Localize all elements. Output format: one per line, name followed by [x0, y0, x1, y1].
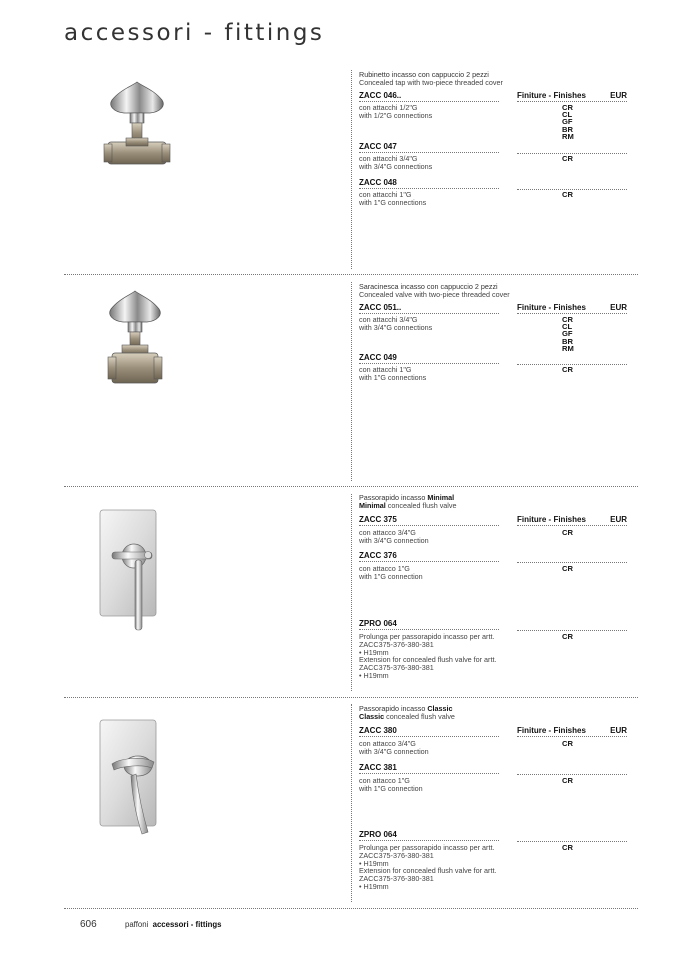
product-desc — [359, 633, 504, 680]
product-info-section-1 — [359, 71, 634, 271]
footer-caption — [125, 920, 222, 929]
product-code: ZACC 048 — [359, 179, 499, 189]
product-title-en — [359, 502, 634, 510]
desc-en: Extension for concealed flush valve for artt. ZACC375-376-380-381 — [359, 866, 497, 884]
desc-en: with 1"G connection — [359, 784, 423, 794]
desc-it: con attacchi 1"G — [359, 365, 412, 374]
page-title: accessori - fittings — [64, 20, 325, 46]
desc-it: Prolunga per passorapido incasso per artt. ZACC375-376-380-381 — [359, 843, 495, 860]
finishes-header — [517, 304, 627, 314]
finishes-list — [562, 633, 573, 640]
finishes-header — [517, 727, 627, 737]
desc-en: with 1"G connections — [359, 373, 427, 383]
concealed-valve-icon — [100, 289, 170, 394]
finishes-header — [517, 516, 627, 526]
desc-it: Prolunga per passorapido incasso per artt. ZACC375-376-380-381 — [359, 632, 495, 649]
currency-header: EUR — [610, 91, 627, 100]
title-en-series: Minimal — [359, 501, 386, 511]
desc-en: with 1"G connections — [359, 198, 427, 208]
desc-it: con attacchi 3/4"G — [359, 315, 418, 324]
title-en-series: Classic — [359, 712, 385, 722]
concealed-tap-icon — [100, 80, 175, 180]
finishes-divider — [517, 562, 627, 563]
desc-it: con attacchi 1/2"G — [359, 103, 418, 112]
product-title-it: Rubinetto incasso con cappuccio 2 pezzi — [359, 70, 489, 79]
finish-code: CR — [562, 632, 573, 641]
currency-header: EUR — [610, 303, 627, 312]
product-desc — [359, 740, 504, 757]
finishes-list — [562, 366, 573, 373]
finish-code: CR — [562, 564, 573, 573]
finishes-divider — [517, 841, 627, 842]
finish-code: CR — [562, 154, 573, 163]
section-divider — [64, 274, 638, 275]
desc-it: con attacchi 1"G — [359, 190, 412, 199]
finish-code: GF — [562, 329, 573, 339]
desc-en-bullet: • H19mm — [359, 881, 389, 891]
product-title-it: Saracinesca incasso con cappuccio 2 pezzi — [359, 282, 498, 291]
title-it-series: Classic — [427, 704, 453, 713]
column-divider — [351, 282, 352, 481]
desc-en: with 3/4"G connections — [359, 162, 433, 172]
finish-code: RM — [562, 343, 574, 353]
desc-en: with 3/4"G connection — [359, 536, 429, 546]
desc-en: with 3/4"G connection — [359, 747, 429, 757]
page-number: 606 — [80, 919, 97, 930]
desc-en-bullet: • H19mm — [359, 670, 389, 680]
desc-en: with 3/4"G connections — [359, 323, 433, 333]
product-desc — [359, 565, 504, 582]
finish-code: CR — [562, 776, 573, 785]
currency-header: EUR — [610, 726, 627, 735]
desc-it: con attacco 3/4"G — [359, 528, 416, 537]
section-divider — [64, 697, 638, 698]
product-code: ZACC 051.. — [359, 304, 499, 314]
product-code: ZACC 375 — [359, 516, 499, 526]
finish-code: CR — [562, 103, 573, 112]
title-it-series: Minimal — [427, 493, 455, 502]
section-divider — [64, 486, 638, 487]
desc-it: con attacchi 3/4"G — [359, 154, 418, 163]
product-title-en: Concealed valve with two-piece threaded cover — [359, 290, 510, 300]
desc-it-bullet: • H19mm — [359, 647, 389, 657]
finish-code: CR — [562, 190, 573, 199]
finishes-list — [562, 191, 573, 198]
finish-code: CR — [562, 528, 573, 537]
product-title-en — [359, 713, 634, 721]
footer-section: accessori - fittings — [152, 920, 222, 929]
desc-it: con attacco 1"G — [359, 564, 410, 573]
product-desc — [359, 777, 504, 794]
product-code: ZACC 376 — [359, 552, 499, 562]
product-desc — [359, 104, 504, 121]
product-code: ZACC 380 — [359, 727, 499, 737]
product-code: ZACC 047 — [359, 143, 499, 153]
footer-brand: paffoni — [125, 920, 149, 929]
product-info-section-3 — [359, 494, 634, 694]
finishes-header-label: Finiture - Finishes — [517, 91, 586, 100]
desc-it: con attacco 3/4"G — [359, 739, 416, 748]
product-desc — [359, 155, 504, 172]
finishes-list — [562, 104, 574, 140]
finish-code: CL — [562, 322, 573, 332]
finishes-list — [562, 316, 574, 352]
product-desc — [359, 844, 504, 891]
minimal-flush-valve-icon — [98, 508, 160, 638]
title-en-suffix: concealed flush valve — [384, 712, 455, 722]
finish-code: BR — [562, 336, 573, 346]
product-title-en: Concealed tap with two-piece threaded cover — [359, 78, 503, 88]
section-divider — [64, 908, 638, 909]
desc-it: con attacco 1"G — [359, 776, 410, 785]
column-divider — [351, 494, 352, 691]
currency-header: EUR — [610, 515, 627, 524]
finishes-divider — [517, 630, 627, 631]
title-en-suffix: concealed flush valve — [385, 501, 457, 511]
column-divider — [351, 704, 352, 902]
finish-code: RM — [562, 131, 574, 141]
desc-en: with 1"G connection — [359, 572, 423, 582]
finish-code: BR — [562, 124, 573, 134]
desc-en: Extension for concealed flush valve for artt. ZACC375-376-380-381 — [359, 655, 497, 673]
product-info-section-2 — [359, 283, 634, 483]
finish-code: CL — [562, 110, 573, 120]
title-it-prefix: Passorapido incasso — [359, 493, 428, 502]
finishes-list — [562, 844, 573, 851]
product-desc — [359, 529, 504, 546]
product-code: ZACC 046.. — [359, 92, 499, 102]
product-desc — [359, 366, 504, 383]
finishes-list — [562, 529, 573, 536]
finish-code: CR — [562, 739, 573, 748]
product-code: ZPRO 064 — [359, 620, 499, 630]
finishes-header-label: Finiture - Finishes — [517, 515, 586, 524]
finishes-list — [562, 565, 573, 572]
finish-code: CR — [562, 365, 573, 374]
finishes-header-label: Finiture - Finishes — [517, 726, 586, 735]
finishes-header — [517, 92, 627, 102]
product-desc — [359, 191, 504, 208]
product-code: ZACC 049 — [359, 354, 499, 364]
finish-code: GF — [562, 117, 573, 127]
desc-it-bullet: • H19mm — [359, 858, 389, 868]
product-code: ZACC 381 — [359, 764, 499, 774]
finishes-divider — [517, 774, 627, 775]
product-code: ZPRO 064 — [359, 831, 499, 841]
finishes-list — [562, 777, 573, 784]
finishes-list — [562, 740, 573, 747]
product-desc — [359, 316, 504, 333]
finish-code: CR — [562, 843, 573, 852]
classic-flush-valve-icon — [98, 718, 160, 843]
desc-en: with 1/2"G connections — [359, 111, 433, 121]
product-info-section-4 — [359, 705, 634, 905]
title-it-prefix: Passorapido incasso — [359, 704, 428, 713]
finish-code: CR — [562, 315, 573, 324]
column-divider — [351, 70, 352, 269]
finishes-header-label: Finiture - Finishes — [517, 303, 586, 312]
finishes-list — [562, 155, 573, 162]
